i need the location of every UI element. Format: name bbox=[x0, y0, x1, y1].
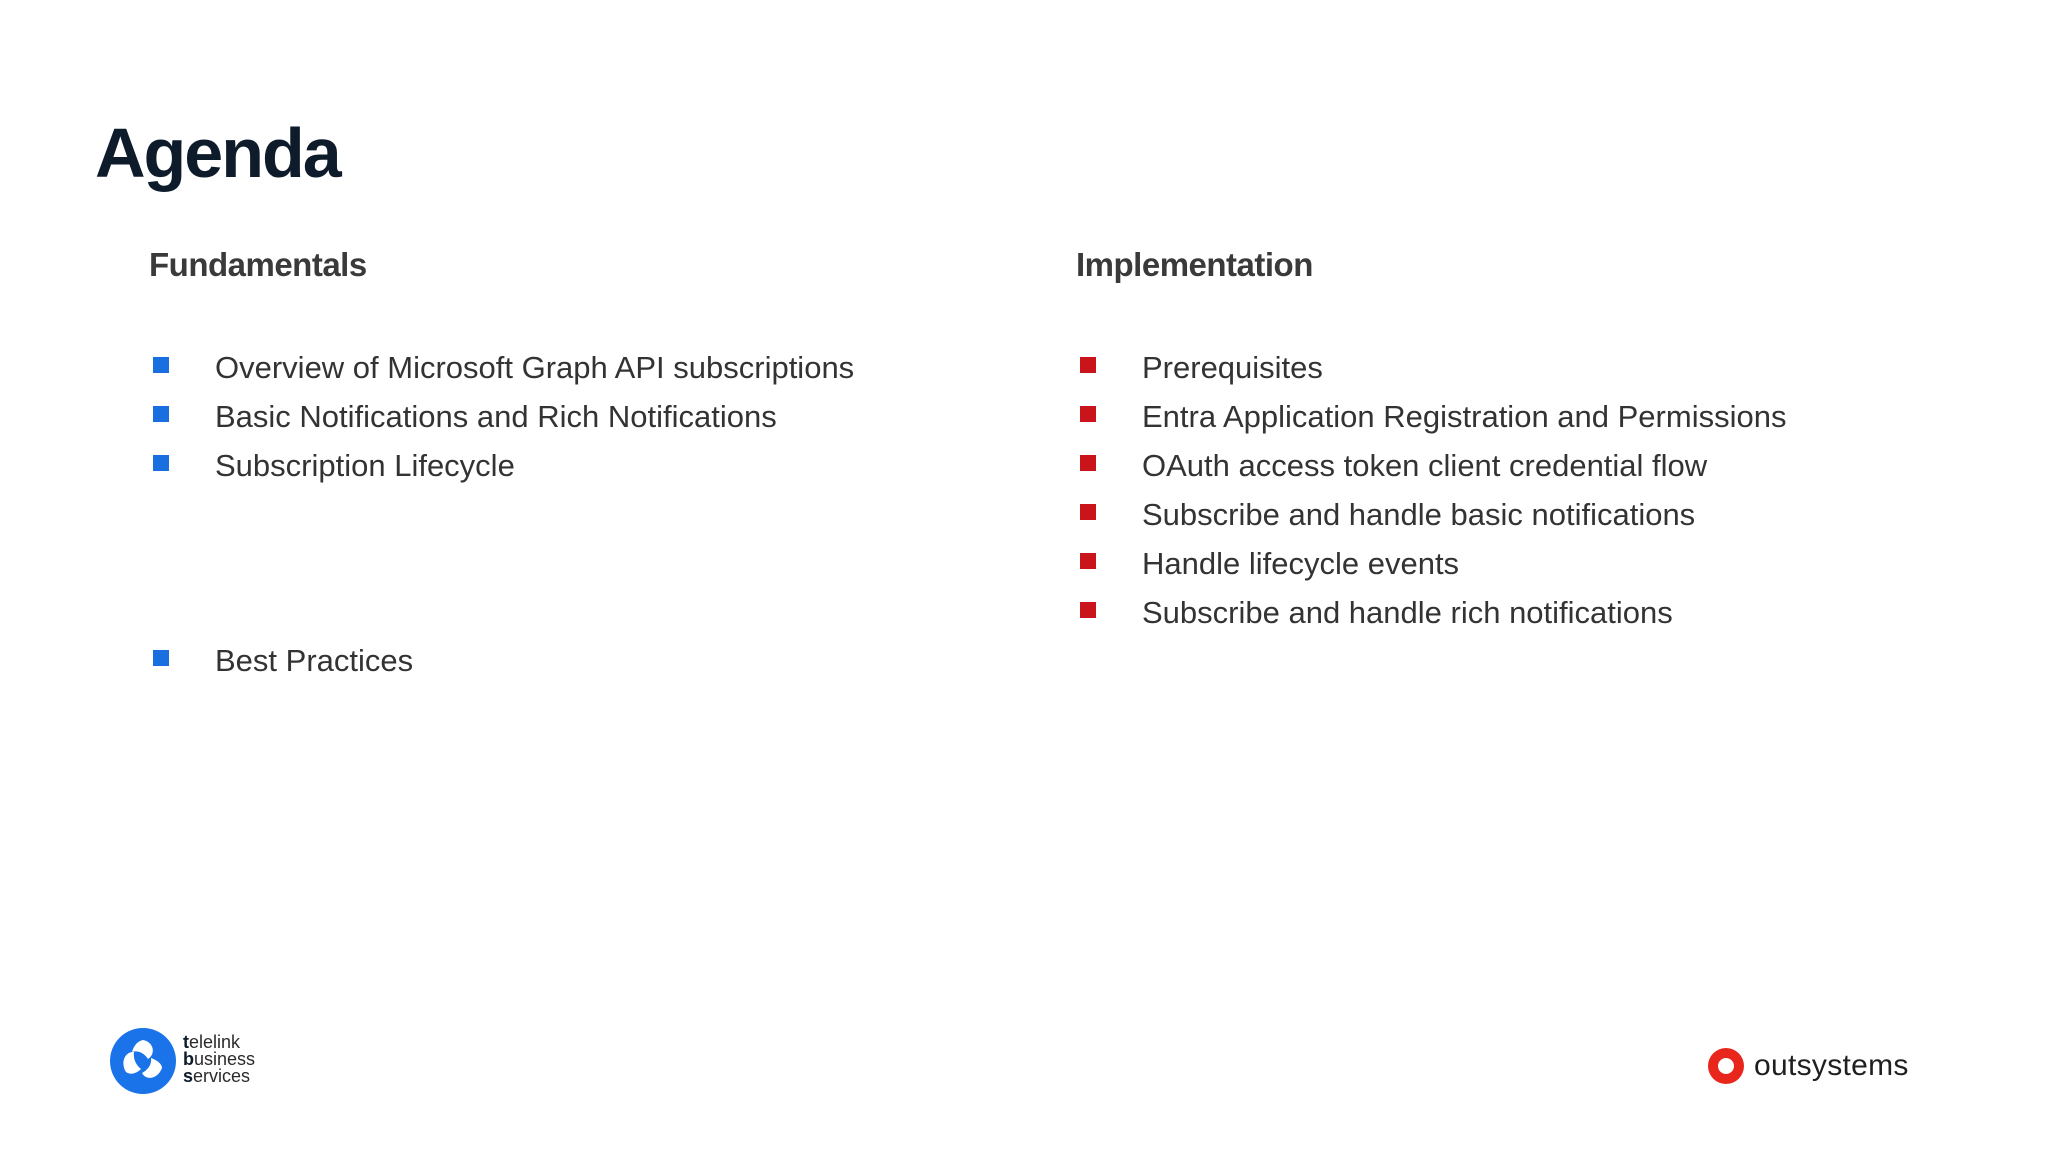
square-bullet-icon bbox=[1080, 553, 1096, 569]
telelink-line-3: services bbox=[183, 1066, 251, 1086]
outsystems-logo bbox=[1708, 1044, 1928, 1088]
fundamentals-list bbox=[153, 343, 973, 490]
square-bullet-icon bbox=[1080, 357, 1096, 373]
square-bullet-icon bbox=[153, 455, 169, 471]
list-item bbox=[1080, 392, 1980, 441]
square-bullet-icon bbox=[1080, 602, 1096, 618]
list-item bbox=[153, 392, 973, 441]
list-item-text: Prerequisites bbox=[1142, 350, 1323, 385]
list-item bbox=[1080, 588, 1980, 637]
list-item-text: Handle lifecycle events bbox=[1142, 546, 1460, 581]
square-bullet-icon bbox=[1080, 406, 1096, 422]
implementation-list bbox=[1080, 343, 1980, 637]
square-bullet-icon bbox=[153, 650, 169, 666]
square-bullet-icon bbox=[153, 357, 169, 373]
telelink-line-2: business bbox=[183, 1049, 256, 1069]
list-item-text: Best Practices bbox=[215, 643, 414, 678]
list-item-text: Subscription Lifecycle bbox=[215, 448, 515, 483]
list-item-text: Entra Application Registration and Permissions bbox=[1142, 399, 1787, 434]
square-bullet-icon bbox=[153, 406, 169, 422]
telelink-swirl-graphic bbox=[110, 1028, 176, 1094]
list-item bbox=[1080, 343, 1980, 392]
telelink-line-1: telelink bbox=[183, 1032, 241, 1052]
list-item bbox=[1080, 539, 1980, 588]
page-title: Agenda bbox=[95, 114, 340, 192]
telelink-logo bbox=[110, 1028, 290, 1098]
square-bullet-icon bbox=[1080, 455, 1096, 471]
implementation-heading: Implementation bbox=[1076, 246, 1313, 283]
list-item bbox=[153, 636, 973, 685]
outsystems-wordmark: outsystems bbox=[1754, 1049, 1909, 1082]
list-item-text: Overview of Microsoft Graph API subscriptions bbox=[215, 350, 855, 385]
list-item-text: OAuth access token client credential flow bbox=[1142, 448, 1708, 483]
list-item bbox=[1080, 490, 1980, 539]
list-item bbox=[1080, 441, 1980, 490]
list-item-text: Subscribe and handle rich notifications bbox=[1142, 595, 1673, 630]
fundamentals-heading: Fundamentals bbox=[149, 246, 367, 283]
list-item bbox=[153, 343, 973, 392]
outsystems-ring-icon bbox=[1708, 1048, 1744, 1084]
fundamentals-extra-list bbox=[153, 636, 973, 685]
list-item-text: Subscribe and handle basic notifications bbox=[1142, 497, 1696, 532]
list-item-text: Basic Notifications and Rich Notifications bbox=[215, 399, 777, 434]
telelink-wordmark bbox=[183, 1034, 255, 1085]
list-item bbox=[153, 441, 973, 490]
square-bullet-icon bbox=[1080, 504, 1096, 520]
telelink-swirl-icon bbox=[110, 1028, 176, 1094]
